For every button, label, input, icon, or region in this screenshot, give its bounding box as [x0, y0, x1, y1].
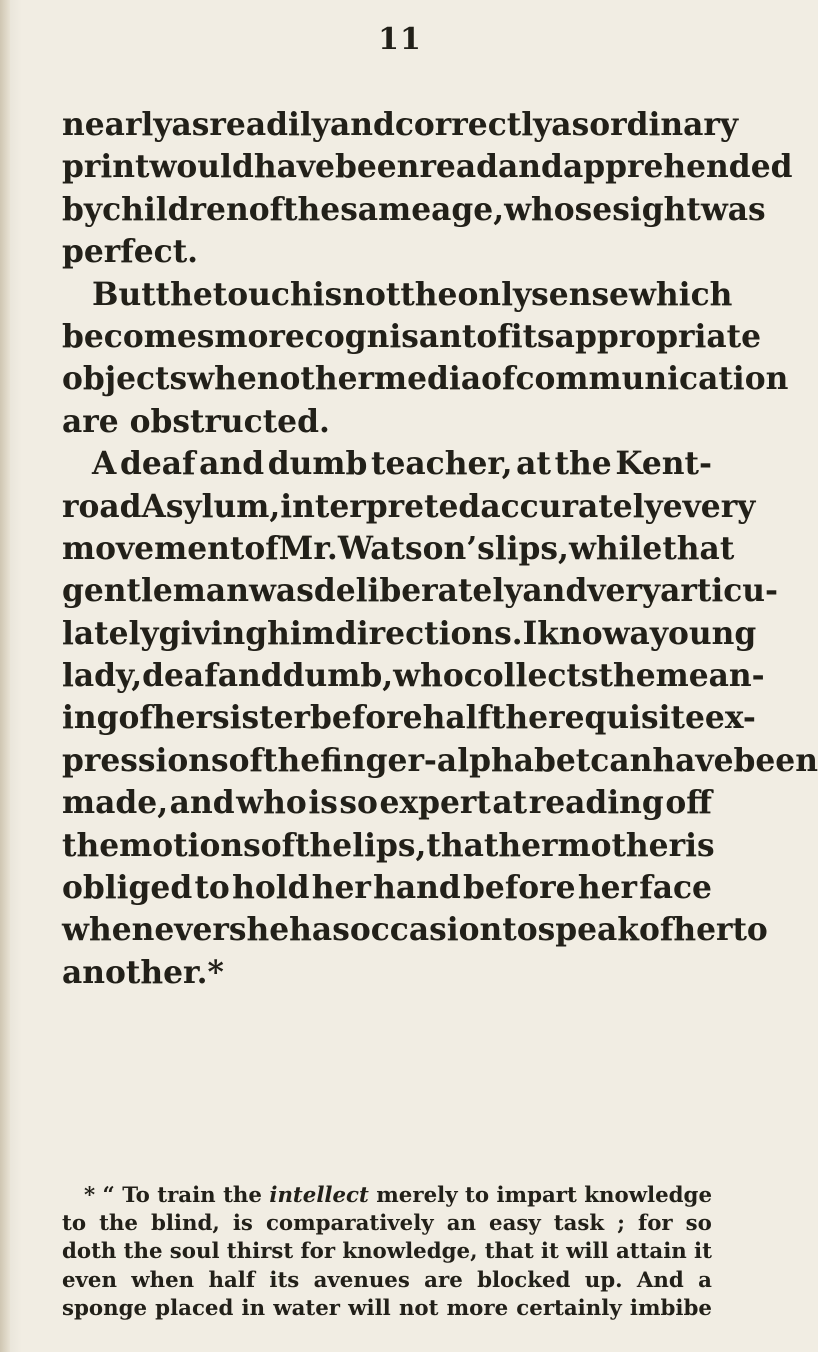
- word: comparatively: [265, 1211, 434, 1237]
- word: are: [424, 1267, 463, 1293]
- word: up.: [584, 1267, 623, 1293]
- word: mean-: [655, 658, 765, 695]
- word: will: [348, 1295, 391, 1321]
- word: sense: [531, 276, 629, 313]
- word: dumb,: [282, 658, 394, 695]
- word: will: [566, 1239, 609, 1265]
- word: of: [476, 318, 511, 355]
- word: doth: [62, 1239, 117, 1265]
- word: not: [342, 276, 401, 313]
- word: it: [540, 1239, 559, 1265]
- word: who: [393, 658, 464, 695]
- footnote-text-end: merely to impart knowledge: [376, 1183, 712, 1208]
- footnote-text-start: “ To train the: [102, 1183, 262, 1208]
- word: attain: [615, 1239, 687, 1265]
- word: of: [638, 912, 674, 949]
- word: know: [537, 615, 630, 652]
- word: that: [662, 530, 735, 567]
- word: blocked: [477, 1267, 571, 1293]
- text-line: [62, 486, 756, 528]
- footnote-emphasis: intellect: [269, 1183, 369, 1208]
- word: more: [214, 318, 305, 355]
- word: ordinary: [589, 107, 739, 143]
- word: her: [311, 870, 371, 907]
- word: that: [426, 827, 499, 864]
- word: directions.: [334, 615, 523, 652]
- page-spine-shadow: [0, 0, 10, 1352]
- word: expert: [379, 785, 491, 822]
- word: very: [587, 573, 661, 610]
- word: hand: [373, 870, 461, 907]
- word: communication: [515, 361, 789, 398]
- main-text: [62, 104, 818, 994]
- word: has: [289, 912, 350, 949]
- footnote-line-1: [62, 1182, 712, 1210]
- word: Watson’s: [337, 530, 495, 567]
- word: lately: [62, 615, 159, 652]
- word: a: [629, 615, 650, 652]
- word: the: [62, 827, 120, 864]
- word: sight: [612, 191, 701, 228]
- word: which: [628, 276, 733, 313]
- word: to: [732, 912, 768, 949]
- word: occasion: [349, 912, 503, 949]
- word: of: [248, 191, 284, 228]
- word: whose: [504, 191, 613, 228]
- word: deaf: [142, 658, 218, 695]
- word: cognisant: [304, 318, 477, 355]
- word: to: [62, 1211, 87, 1237]
- word: objects: [62, 361, 188, 398]
- text-line: [62, 570, 779, 612]
- word: and: [498, 149, 563, 186]
- word: before: [310, 700, 423, 737]
- word: would: [149, 149, 254, 186]
- text-line: [62, 358, 789, 400]
- word: age,: [431, 191, 505, 228]
- word: every: [662, 488, 756, 525]
- word: ;: [617, 1211, 626, 1237]
- word: finger-alphabet: [320, 742, 591, 779]
- word: face: [639, 870, 712, 907]
- word: But: [92, 276, 156, 313]
- word: imbibe: [629, 1295, 712, 1321]
- text-line: [62, 697, 756, 739]
- word: and: [329, 107, 395, 143]
- word: Mr.: [278, 530, 338, 567]
- word: was: [248, 573, 314, 610]
- word: when: [187, 361, 280, 398]
- footnote-line: [62, 1238, 712, 1266]
- word: thirst: [226, 1239, 294, 1265]
- word: other: [279, 361, 375, 398]
- footnote-marker: *: [84, 1183, 96, 1208]
- footnote-line: [62, 1267, 712, 1295]
- word: interpreted: [280, 488, 481, 525]
- word: of: [244, 530, 279, 567]
- word: as: [171, 107, 210, 143]
- word: print: [62, 149, 150, 186]
- word: not: [398, 1295, 439, 1321]
- word: deaf: [119, 446, 196, 483]
- word: speak: [537, 912, 639, 949]
- word: apprehended: [562, 149, 793, 186]
- word: knowledge,: [342, 1239, 478, 1265]
- text-line: [62, 443, 712, 485]
- text-line: [62, 528, 735, 570]
- word: Asylum,: [141, 488, 281, 525]
- word: certainly: [516, 1295, 622, 1321]
- text-line: [62, 782, 712, 824]
- word: of: [118, 700, 153, 737]
- word: mother: [557, 827, 686, 864]
- word: more: [446, 1295, 509, 1321]
- word: so: [685, 1211, 712, 1237]
- word: media: [374, 361, 482, 398]
- word: who: [236, 785, 307, 822]
- word: sponge: [62, 1295, 148, 1321]
- word: the: [263, 742, 321, 779]
- word: is: [308, 785, 338, 822]
- word: Kent-: [615, 446, 712, 483]
- text-line: [62, 740, 818, 782]
- word: lips,: [494, 530, 569, 567]
- word: nearly: [62, 107, 172, 143]
- word: giving: [158, 615, 268, 652]
- word: A: [92, 446, 117, 483]
- text-line: another.*: [62, 954, 224, 991]
- text-line: [62, 655, 765, 697]
- footnote: [62, 1182, 712, 1323]
- word: reading: [528, 785, 664, 822]
- word: when: [131, 1267, 195, 1293]
- word: motions: [119, 827, 261, 864]
- text-line: [62, 104, 739, 146]
- word: road: [62, 488, 142, 525]
- word: is: [312, 276, 343, 313]
- word: and: [217, 658, 283, 695]
- word: sister: [212, 700, 311, 737]
- word: can: [590, 742, 653, 779]
- word: to: [502, 912, 538, 949]
- word: lady,: [62, 658, 143, 695]
- word: him: [267, 615, 335, 652]
- word: off: [665, 785, 712, 822]
- word: it: [694, 1239, 712, 1265]
- word: made,: [62, 785, 169, 822]
- word: before: [463, 870, 576, 907]
- word: the: [598, 658, 656, 695]
- text-line: [62, 316, 761, 358]
- word: movement: [62, 530, 245, 567]
- word: to: [194, 870, 230, 907]
- word: in: [241, 1295, 266, 1321]
- word: water: [273, 1295, 341, 1321]
- word: a: [698, 1267, 712, 1293]
- text-line: [62, 146, 793, 188]
- word: her: [498, 827, 558, 864]
- word: an: [446, 1211, 476, 1237]
- word: for: [300, 1239, 336, 1265]
- word: whenever: [62, 912, 229, 949]
- word: articu-: [660, 573, 779, 610]
- word: collects: [463, 658, 599, 695]
- word: And: [636, 1267, 684, 1293]
- word: been: [334, 149, 420, 186]
- word: have: [652, 742, 734, 779]
- word: at: [492, 785, 528, 822]
- word: of: [260, 827, 296, 864]
- word: ing: [62, 700, 119, 737]
- word: the: [400, 276, 458, 313]
- word: the: [123, 1239, 163, 1265]
- word: dumb: [267, 446, 368, 483]
- word: so: [339, 785, 378, 822]
- word: same: [340, 191, 432, 228]
- word: the: [554, 446, 612, 483]
- word: the: [283, 191, 341, 228]
- word: the: [99, 1211, 138, 1237]
- word: the: [295, 827, 353, 864]
- word: appropriate: [554, 318, 761, 355]
- word: becomes: [62, 318, 215, 355]
- word: the: [155, 276, 213, 313]
- word: readily: [209, 107, 330, 143]
- word: I: [522, 615, 538, 652]
- word: and: [199, 446, 265, 483]
- text-line: [62, 189, 766, 231]
- word: children: [102, 191, 249, 228]
- word: soul: [169, 1239, 220, 1265]
- text-line: [62, 613, 757, 655]
- word: half: [208, 1267, 256, 1293]
- word: avenues: [313, 1267, 410, 1293]
- footnote-line: [62, 1210, 712, 1238]
- word: placed: [155, 1295, 234, 1321]
- text-line: [62, 909, 768, 951]
- word: easy: [489, 1211, 541, 1237]
- word: her: [152, 700, 213, 737]
- word: is: [232, 1211, 253, 1237]
- word: accurately: [480, 488, 663, 525]
- text-line: are obstructed.: [62, 403, 330, 440]
- word: and: [169, 785, 235, 822]
- word: was: [700, 191, 766, 228]
- word: of: [228, 742, 264, 779]
- word: young: [649, 615, 757, 652]
- word: while: [568, 530, 663, 567]
- word: the: [490, 700, 549, 737]
- word: task: [553, 1211, 605, 1237]
- text-line: perfect.: [62, 234, 199, 271]
- word: its: [510, 318, 555, 355]
- word: correctly: [394, 107, 552, 143]
- word: been: [733, 742, 818, 779]
- word: her: [673, 912, 733, 949]
- word: as: [551, 107, 590, 143]
- word: of: [481, 361, 516, 398]
- word: requisite: [548, 700, 705, 737]
- word: gentleman: [62, 573, 249, 610]
- word: by: [62, 191, 103, 228]
- word: and: [522, 573, 588, 610]
- word: have: [253, 149, 335, 186]
- word: pressions: [62, 742, 229, 779]
- word: ex-: [704, 700, 756, 737]
- word: hold: [232, 870, 310, 907]
- word: deliberately: [313, 573, 523, 610]
- word: only: [457, 276, 532, 313]
- text-line: [62, 825, 715, 867]
- text-line: [62, 274, 733, 316]
- word: obliged: [62, 870, 193, 907]
- word: for: [638, 1211, 673, 1237]
- word: lips,: [352, 827, 427, 864]
- word: at: [516, 446, 551, 483]
- word: blind,: [150, 1211, 220, 1237]
- word: even: [62, 1267, 117, 1293]
- word: half: [422, 700, 491, 737]
- word: her: [577, 870, 637, 907]
- word: is: [685, 827, 715, 864]
- word: its: [269, 1267, 300, 1293]
- word: she: [228, 912, 290, 949]
- text-line: [62, 867, 712, 909]
- word: read: [419, 149, 499, 186]
- page-number: 11: [378, 22, 422, 57]
- word: that: [484, 1239, 534, 1265]
- word: touch: [212, 276, 313, 313]
- footnote-line: [62, 1295, 712, 1323]
- word: teacher,: [371, 446, 513, 483]
